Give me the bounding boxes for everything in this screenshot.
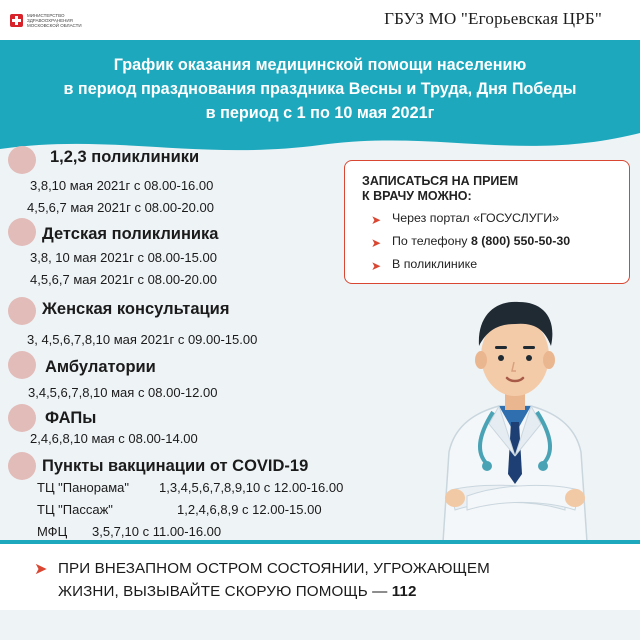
chevron-right-icon: ➤ — [371, 236, 382, 250]
schedule-row: 3, 4,5,6,7,8,10 мая 2021г с 09.00-15.00 — [27, 332, 258, 347]
schedule-row: 3,4,5,6,7,8,10 мая с 08.00-12.00 — [28, 385, 218, 400]
appointment-option-label: Через портал «ГОСУСЛУГИ» — [392, 211, 560, 225]
title-banner — [0, 40, 640, 128]
vaccination-place: ТЦ "Панорама" — [37, 480, 130, 495]
appointment-option-portal[interactable] — [371, 211, 559, 225]
emergency-line-2 — [58, 583, 417, 600]
vaccination-schedule: 3,5,7,10 с 11.00-16.00 — [92, 524, 222, 539]
section-bullet — [8, 452, 36, 480]
phone-number[interactable]: 8 (800) 550-50-30 — [470, 234, 571, 248]
emergency-number[interactable]: 112 — [391, 583, 417, 600]
organization-name: ГБУЗ МО "Егорьевская ЦРБ" — [384, 9, 602, 28]
appointment-option-phone[interactable] — [371, 234, 570, 248]
section-title-children-polyclinic: Детская поликлиника — [42, 225, 219, 243]
schedule-row: 2,4,6,8,10 мая с 08.00-14.00 — [30, 431, 198, 446]
logo-text: МИНИСТЕРСТВО ЗДРАВООХРАНЕНИЯ МОСКОВСКОЙ ОБЛАСТИ — [27, 13, 82, 28]
vaccination-place: МФЦ — [37, 524, 68, 539]
chevron-right-icon: ➤ — [371, 213, 382, 227]
appointment-option-label: В поликлинике — [392, 257, 478, 271]
cross-icon — [10, 14, 23, 27]
appointment-title — [362, 174, 518, 204]
ministry-logo — [10, 13, 97, 28]
section-bullet — [8, 146, 36, 174]
schedule-row: 4,5,6,7 мая 2021г с 08.00-20.00 — [27, 200, 214, 215]
chevron-right-icon: ➤ — [371, 259, 382, 273]
schedule-row: 3,8,10 мая 2021г с 08.00-16.00 — [30, 178, 214, 193]
section-bullet — [8, 218, 36, 246]
emergency-line-2-text: ЖИЗНИ, ВЫЗЫВАЙТЕ СКОРУЮ ПОМОЩЬ — — [58, 583, 392, 600]
appointment-title-line-1: ЗАПИСАТЬСЯ НА ПРИЕМ — [362, 174, 519, 188]
schedule-row: 4,5,6,7 мая 2021г с 08.00-20.00 — [30, 272, 217, 287]
section-title-womens-consultation: Женская консультация — [42, 300, 230, 318]
section-title-polyclinics: 1,2,3 поликлиники — [50, 148, 200, 166]
bottom-strip — [0, 610, 640, 640]
appointment-option-clinic[interactable] — [371, 257, 477, 271]
section-bullet — [8, 404, 36, 432]
schedule-row: 3,8, 10 мая 2021г с 08.00-15.00 — [30, 250, 217, 265]
appointment-option-label: По телефону — [392, 234, 471, 248]
emergency-line-1: ПРИ ВНЕЗАПНОМ ОСТРОМ СОСТОЯНИИ, УГРОЖАЮЩЕМ — [58, 560, 490, 577]
appointment-title-line-2: К ВРАЧУ МОЖНО: — [362, 189, 472, 203]
chevron-right-icon: ➤ — [34, 561, 48, 578]
section-title-vaccination-points: Пункты вакцинации от COVID-19 — [42, 457, 309, 475]
section-title-paramedic-stations: ФАПы — [45, 409, 97, 427]
section-title-outpatient: Амбулатории — [45, 358, 156, 376]
emergency-box — [0, 544, 640, 610]
vaccination-place: ТЦ "Пассаж" — [37, 502, 113, 517]
section-bullet — [8, 297, 36, 325]
vaccination-schedule: 1,3,4,5,6,7,8,9,10 с 12.00-16.00 — [159, 480, 344, 495]
vaccination-schedule: 1,2,4,6,8,9 с 12.00-15.00 — [177, 502, 322, 517]
appointment-card — [344, 160, 630, 284]
banner-line-3: в период с 1 по 10 мая 2021г — [205, 104, 435, 122]
banner-line-2: в период празднования праздника Весны и Труда, Дня Победы — [63, 80, 577, 98]
banner-line-1: График оказания медицинской помощи населению — [113, 56, 527, 74]
doctor-illustration — [415, 284, 615, 542]
section-bullet — [8, 351, 36, 379]
